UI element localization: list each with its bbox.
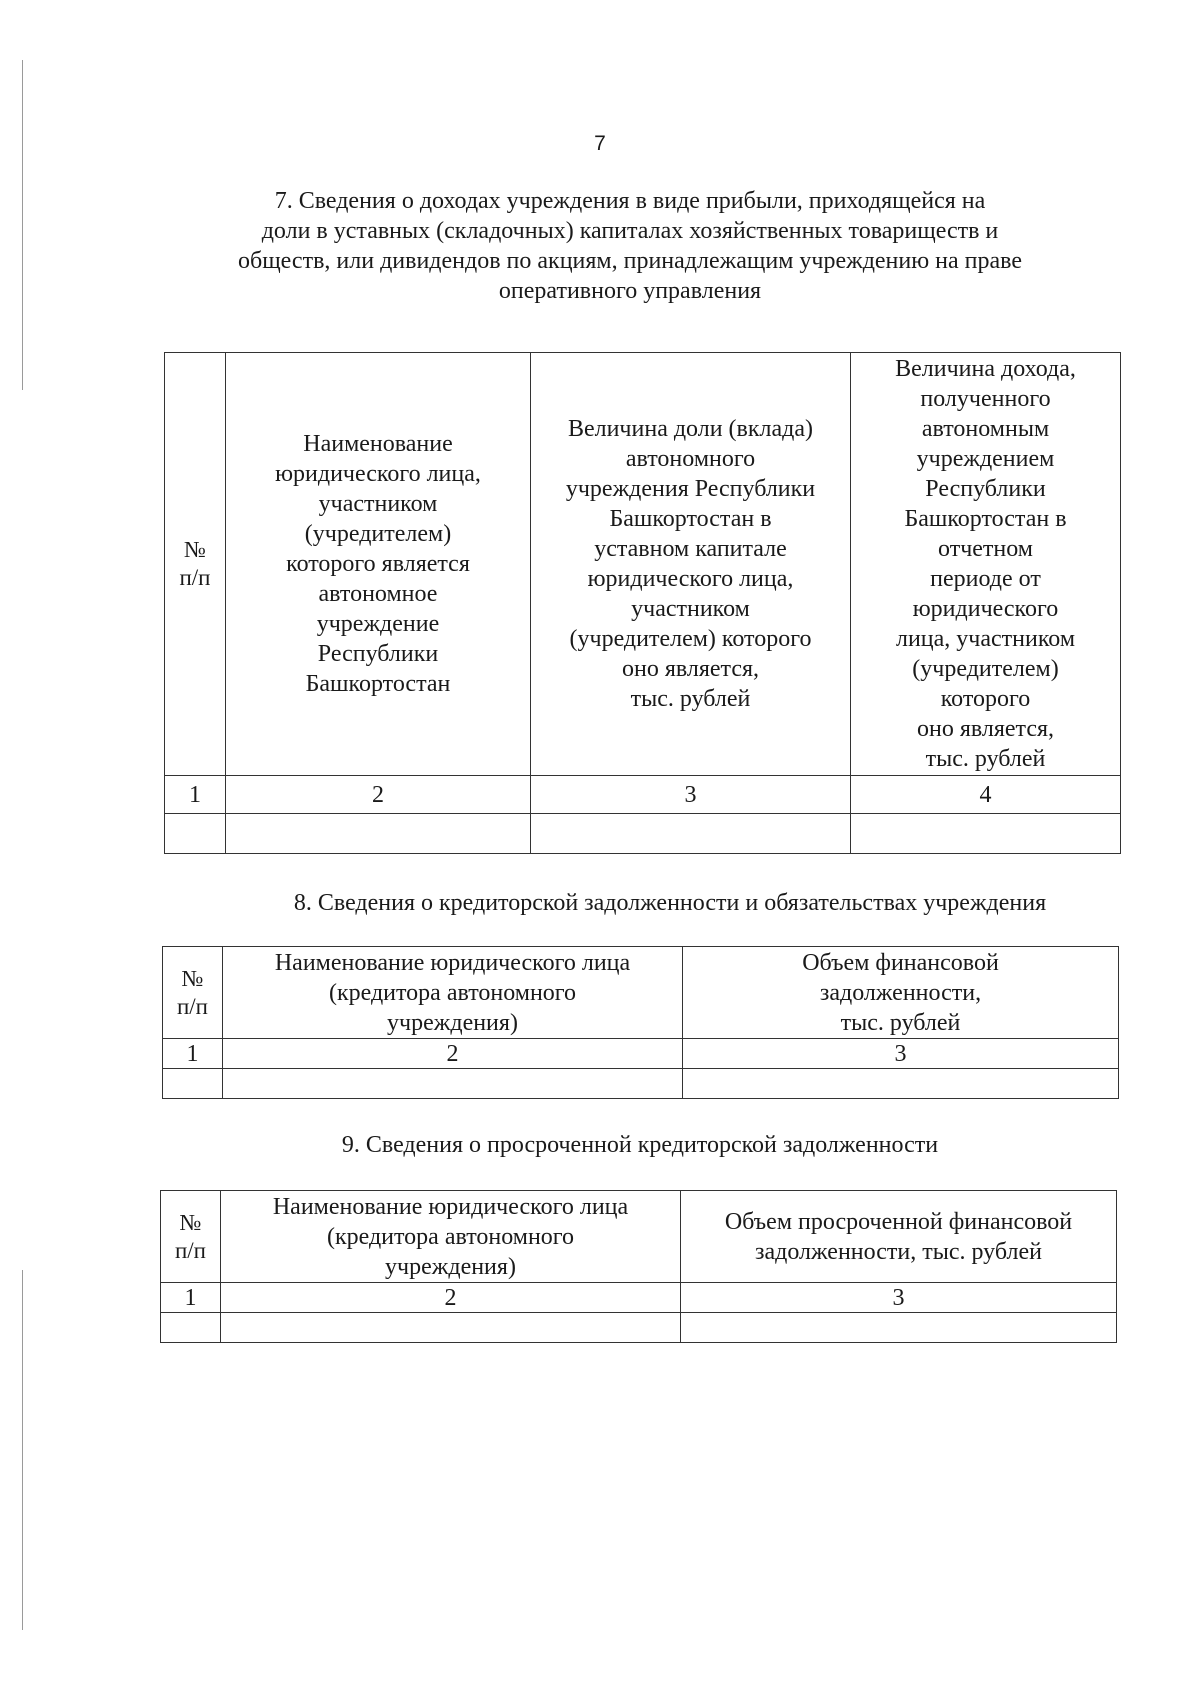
- scan-edge-line: [22, 1270, 23, 1630]
- empty-cell: [683, 1069, 1119, 1099]
- column-number-cell: 3: [681, 1283, 1117, 1313]
- header-cell-number: № п/п: [163, 947, 223, 1039]
- empty-data-row: [163, 1069, 1119, 1099]
- header-cell-overdue-debt-volume: Объем просроченной финансовой задолженности, тыс. рублей: [681, 1191, 1117, 1283]
- empty-cell: [226, 814, 531, 854]
- column-number-row: [165, 776, 1121, 814]
- section-7-table: [164, 352, 1121, 854]
- table-header-row: [165, 353, 1121, 776]
- title-line: доли в уставных (складочных) капиталах хозяйственных товариществ и: [261, 218, 999, 244]
- column-number-cell: 1: [163, 1039, 223, 1069]
- column-number-cell: 2: [221, 1283, 681, 1313]
- scan-edge-line: [22, 60, 23, 390]
- empty-cell: [223, 1069, 683, 1099]
- column-number-cell: 3: [531, 776, 851, 814]
- title-line: 7. Сведения о доходах учреждения в виде прибыли, приходящейся на: [274, 188, 986, 214]
- header-cell-income-value: Величина дохода, полученного автономным учреждением Республики Башкортостан в отчетном периоде от юридического лица, участником (учредителем) которого оно является, тыс. рублей: [851, 353, 1121, 776]
- header-cell-number: № п/п: [161, 1191, 221, 1283]
- header-cell-entity-name: Наименование юридического лица, участником (учредителем) которого является автономное учреждение Республики Башкортостан: [226, 353, 531, 776]
- header-cell-debt-volume: Объем финансовой задолженности, тыс. рублей: [683, 947, 1119, 1039]
- title-line: обществ, или дивидендов по акциям, принадлежащим учреждению на праве: [237, 248, 1023, 274]
- empty-cell: [165, 814, 226, 854]
- empty-cell: [531, 814, 851, 854]
- column-number-cell: 3: [683, 1039, 1119, 1069]
- section-9-table: [160, 1190, 1117, 1343]
- title-line: оперативного управления: [498, 278, 762, 304]
- empty-cell: [163, 1069, 223, 1099]
- header-cell-creditor-name: Наименование юридического лица (кредитора автономного учреждения): [221, 1191, 681, 1283]
- section-8-title: 8. Сведения о кредиторской задолженности и обязательствах учреждения: [293, 890, 1047, 916]
- header-cell-number: № п/п: [165, 353, 226, 776]
- column-number-cell: 1: [161, 1283, 221, 1313]
- column-number-cell: 1: [165, 776, 226, 814]
- header-cell-creditor-name: Наименование юридического лица (кредитора автономного учреждения): [223, 947, 683, 1039]
- section-8-table: [162, 946, 1119, 1099]
- column-number-row: [161, 1283, 1117, 1313]
- page-number: 7: [594, 132, 606, 155]
- empty-data-row: [165, 814, 1121, 854]
- empty-data-row: [161, 1313, 1117, 1343]
- column-number-cell: 4: [851, 776, 1121, 814]
- table-header-row: [163, 947, 1119, 1039]
- section-9-title: 9. Сведения о просроченной кредиторской задолженности: [341, 1132, 939, 1158]
- empty-cell: [221, 1313, 681, 1343]
- section-7-title: [170, 186, 1090, 306]
- header-cell-share-value: Величина доли (вклада) автономного учреждения Республики Башкортостан в уставном капитале юридического лица, участником (учредителем) которого оно является, тыс. рублей: [531, 353, 851, 776]
- empty-cell: [161, 1313, 221, 1343]
- table-header-row: [161, 1191, 1117, 1283]
- column-number-cell: 2: [226, 776, 531, 814]
- empty-cell: [851, 814, 1121, 854]
- empty-cell: [681, 1313, 1117, 1343]
- column-number-cell: 2: [223, 1039, 683, 1069]
- column-number-row: [163, 1039, 1119, 1069]
